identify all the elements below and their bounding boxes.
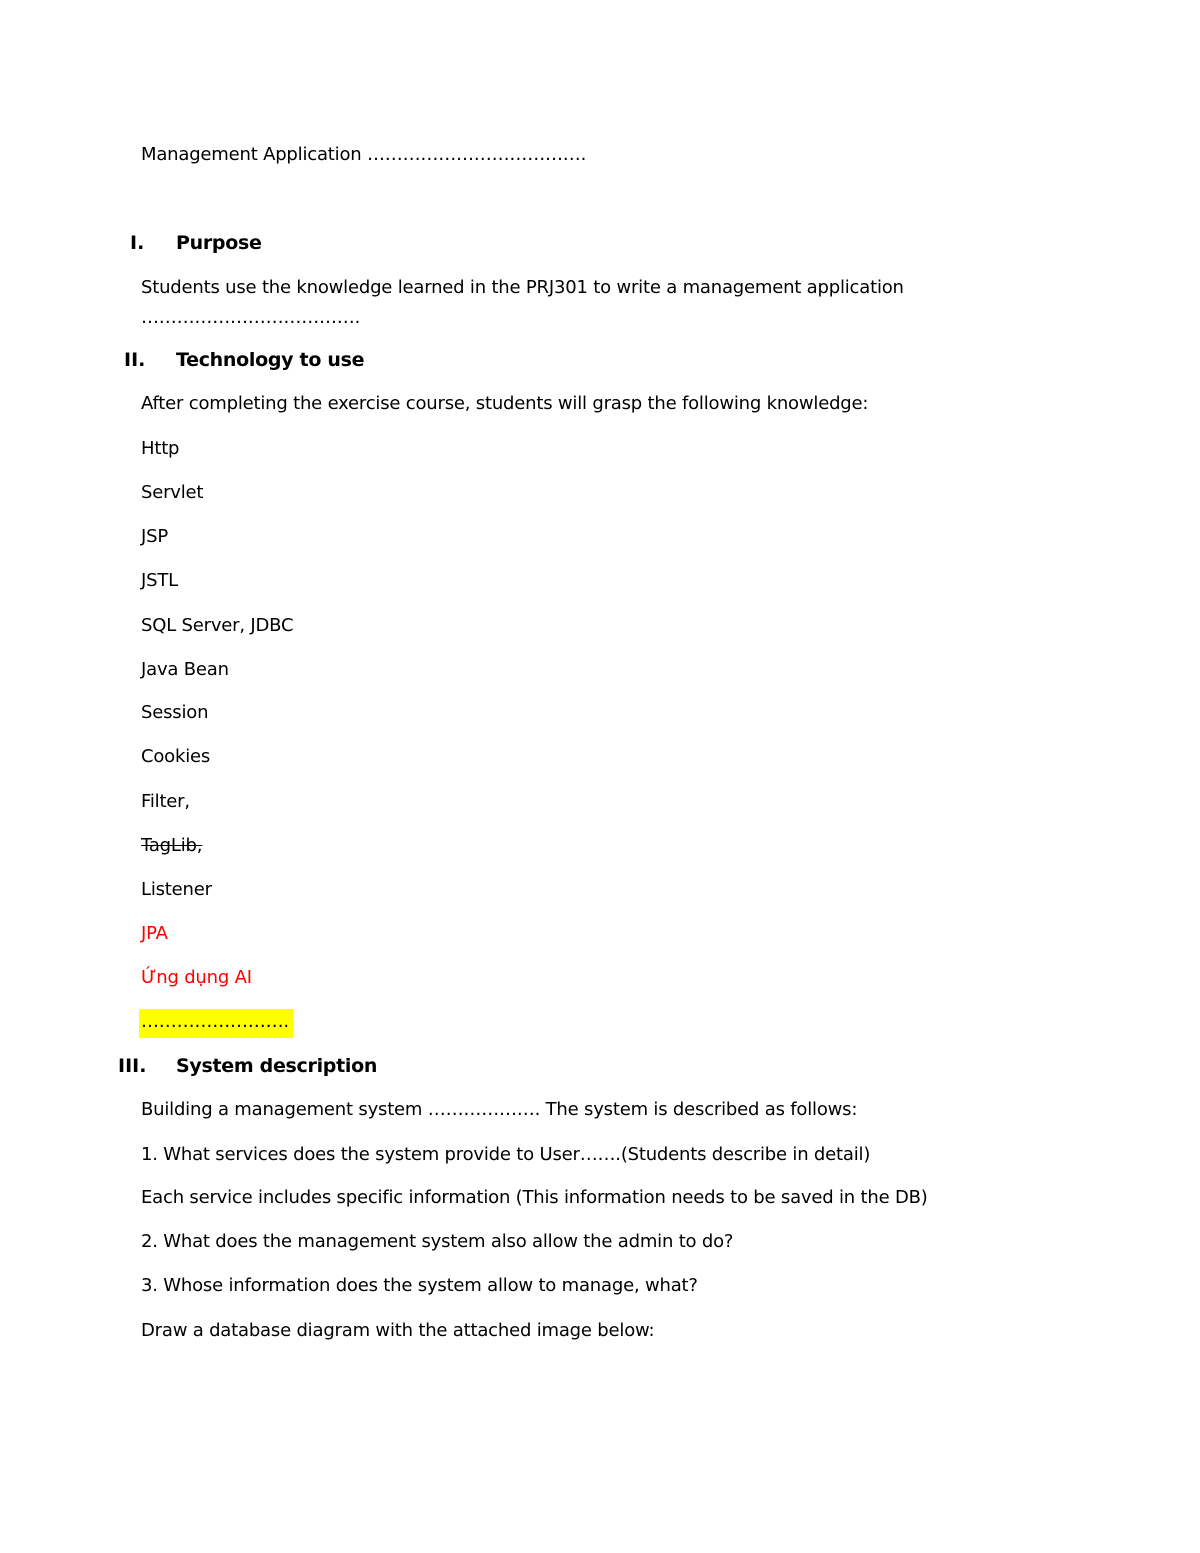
section-3-title: System description [176, 1055, 378, 1077]
document-title-line: Management Application ………………………………. [141, 144, 587, 165]
section-1-number: I. [130, 232, 145, 254]
tech-item-filter: Filter, [141, 791, 190, 812]
tech-item-servlet: Servlet [141, 482, 204, 503]
tech-item-jsp: JSP [141, 526, 168, 547]
highlighted-placeholder: ……………………. [139, 1009, 293, 1038]
tech-item-placeholder [141, 1011, 293, 1033]
tech-item-session: Session [141, 702, 209, 723]
technology-intro: After completing the exercise course, students will grasp the following knowledge: [141, 393, 869, 414]
system-line-2: 1. What services does the system provide to User…….(Students describe in detail) [141, 1144, 871, 1165]
section-3-number: III. [118, 1055, 147, 1077]
tech-item-jstl: JSTL [141, 570, 178, 591]
purpose-line-1: Students use the knowledge learned in the PRJ301 to write a management application [141, 277, 904, 298]
tech-item-taglib: TagLib, [141, 835, 203, 856]
system-line-1: Building a management system ………………. The system is described as follows: [141, 1099, 858, 1120]
system-line-5: 3. Whose information does the system allow to manage, what? [141, 1275, 698, 1296]
system-line-6: Draw a database diagram with the attached image below: [141, 1320, 655, 1341]
section-2-number: II. [124, 349, 146, 371]
tech-item-listener: Listener [141, 879, 212, 900]
tech-item-sql-server: SQL Server, JDBC [141, 615, 294, 636]
section-2-title: Technology to use [176, 349, 365, 371]
tech-item-jpa: JPA [141, 923, 168, 944]
tech-item-java-bean: Java Bean [141, 659, 229, 680]
tech-item-ai: Ứng dụng AI [141, 967, 252, 988]
tech-item-cookies: Cookies [141, 746, 211, 767]
system-line-4: 2. What does the management system also allow the admin to do? [141, 1231, 734, 1252]
purpose-line-2: ………………………………. [141, 307, 361, 328]
section-1-title: Purpose [176, 232, 262, 254]
tech-item-http: Http [141, 438, 180, 459]
system-line-3: Each service includes specific information (This information needs to be saved in the DB) [141, 1187, 928, 1208]
